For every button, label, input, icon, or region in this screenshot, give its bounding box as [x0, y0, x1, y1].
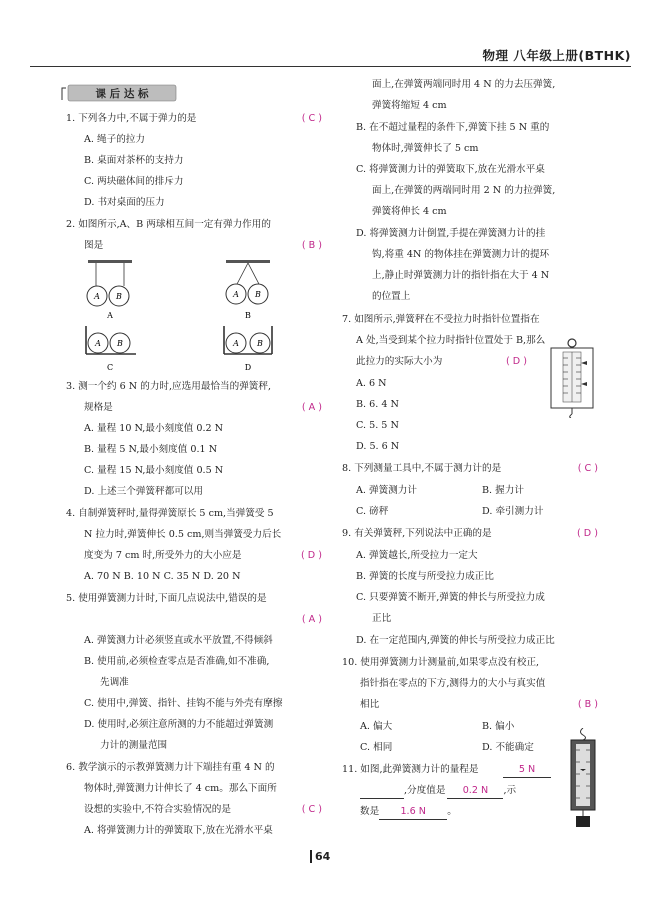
question-line [356, 634, 555, 648]
q11-sep: ,分度值是 [404, 785, 446, 796]
question-line [372, 142, 478, 156]
question-line [342, 313, 540, 327]
question-text: A 处,当受到某个拉力时指针位置处于 B,那么 [356, 335, 546, 346]
question-text: 6. 教学演示的示教弹簧测力计下端挂有重 4 N 的 [66, 762, 275, 773]
answer-choice[interactable]: ( D ) [577, 528, 598, 539]
question-line [84, 655, 269, 669]
q11-line2 [360, 784, 516, 799]
question-text: D. 书对桌面的压力 [84, 197, 165, 208]
question-text: 5. 使用弹簧测力计时,下面几点说法中,错误的是 [66, 593, 267, 604]
svg-text:B: B [257, 339, 263, 348]
answer-choice[interactable]: ( C ) [577, 463, 598, 474]
question-text: 设想的实验中,不符合实验情况的是 [84, 804, 231, 815]
question-line [372, 269, 549, 283]
question-text: B. 量程 5 N,最小刻度值 0.1 N [84, 444, 218, 455]
question-text: 指针指在零点的下方,测得力的大小与真实值 [360, 678, 546, 689]
question-line [356, 398, 399, 412]
question-line [372, 99, 447, 113]
answer-choice[interactable]: ( B ) [301, 240, 322, 251]
question-line [356, 355, 442, 369]
answer-choice[interactable]: ( A ) [301, 402, 322, 413]
fig-label-a: A [107, 311, 113, 320]
question-line [342, 656, 539, 670]
svg-text:A: A [94, 292, 100, 301]
header-rule [30, 66, 631, 67]
question-text: 此拉力的实际大小为 [356, 356, 443, 367]
question-line [356, 163, 545, 177]
question-text: 物体时,弹簧伸长了 5 cm [372, 143, 479, 154]
q7-spring-balance-figure [545, 338, 600, 418]
question-text: D. 5. 6 N [356, 441, 400, 452]
question-line [356, 121, 549, 135]
question-line [84, 824, 273, 838]
question-line [342, 462, 501, 476]
question-text: 力计的测量范围 [100, 740, 168, 751]
question-text: 图是 [84, 240, 104, 251]
question-line [84, 464, 223, 478]
svg-text:A: A [95, 339, 101, 348]
question-text: C. 使用中,弹簧、指针、挂钩不能与外壳有摩擦 [84, 698, 283, 709]
question-text: C. 两块磁体间的排斥力 [84, 176, 184, 187]
question-line [360, 741, 392, 755]
q11-tail: ,示 [503, 785, 517, 796]
question-text: D. 将弹簧测力计倒置,手提在弹簧测力计的挂 [356, 228, 546, 239]
question-line [356, 227, 545, 241]
question-line [356, 549, 478, 563]
question-text: C. 磅秤 [356, 506, 389, 517]
question-line [100, 676, 129, 690]
question-text: A. 弹簧测力计 [356, 485, 417, 496]
question-line [372, 612, 391, 626]
question-text: C. 只要弹簧不断开,弹簧的伸长与所受拉力成 [356, 592, 545, 603]
question-line [84, 803, 231, 817]
question-line [66, 112, 196, 126]
question-text: C. 相同 [360, 742, 393, 753]
question-text: 11. 如图,此弹簧测力计的量程是 [342, 764, 479, 775]
q11-range-blank[interactable]: 5 N [503, 763, 551, 778]
question-text: 弹簧将缩短 4 cm [372, 100, 447, 111]
answer-choice[interactable]: ( D ) [506, 356, 527, 367]
question-text: B. 桌面对茶杯的支持力 [84, 155, 184, 166]
question-line [84, 528, 281, 542]
question-line [84, 443, 217, 457]
question-line [482, 505, 543, 519]
question-text: A. 弹簧测力计必须竖直或水平放置,不得倾斜 [84, 635, 273, 646]
q11-reading-blank[interactable]: 1.6 N [379, 805, 447, 820]
section-banner [60, 84, 178, 102]
page-number: 64 [310, 850, 330, 863]
question-text: 4. 自制弹簧秤时,量得弹簧原长 5 cm,当弹簧受 5 [66, 508, 274, 519]
q11-spring-scale-figure [565, 728, 601, 828]
question-text: 1. 下列各力中,不属于弹力的是 [66, 113, 197, 124]
question-text: C. 5. 5 N [356, 420, 399, 431]
question-line [482, 484, 524, 498]
question-text: N 拉力时,弹簧伸长 0.5 cm,则当弹簧受力后长 [84, 529, 282, 540]
question-line [66, 592, 267, 606]
question-line [482, 741, 534, 755]
fig-label-b: B [245, 311, 251, 320]
question-line [356, 505, 388, 519]
question-text: 正比 [372, 613, 392, 624]
question-line [66, 761, 275, 775]
question-line [84, 634, 273, 648]
question-line [84, 570, 240, 584]
question-line [66, 507, 274, 521]
svg-text:B: B [255, 290, 261, 299]
question-text: C. 将弹簧测力计的弹簧取下,放在光滑水平桌 [356, 164, 545, 175]
question-line [84, 175, 183, 189]
question-text: B. 6. 4 N [356, 399, 399, 410]
q11-prefix: 数是 [360, 806, 380, 817]
question-text: B. 在不超过量程的条件下,弹簧下挂 5 N 重的 [356, 122, 550, 133]
question-text: A. 弹簧越长,所受拉力一定大 [356, 550, 478, 561]
question-line [342, 763, 478, 777]
question-text: D. 上述三个弹簧秤都可以用 [84, 486, 203, 497]
question-line [372, 78, 555, 92]
question-line [372, 290, 410, 304]
question-text: A. 量程 10 N,最小刻度值 0.2 N [84, 423, 224, 434]
question-text: D. 在一定范围内,弹簧的伸长与所受拉力成正比 [356, 635, 555, 646]
answer-choice[interactable]: ( B ) [577, 699, 598, 710]
fig-option-d [224, 326, 272, 372]
question-line [372, 248, 549, 262]
question-text: A. 70 N B. 10 N C. 35 N D. 20 N [84, 571, 241, 582]
question-text: 9. 有关弹簧秤,下列说法中正确的是 [342, 528, 492, 539]
q2-figure [84, 258, 284, 376]
question-line [84, 697, 282, 711]
question-text: B. 弹簧的长度与所受拉力成正比 [356, 571, 494, 582]
question-line [356, 484, 417, 498]
fig-option-a [87, 260, 132, 320]
question-line [84, 782, 277, 796]
question-line [84, 196, 165, 210]
svg-text:A: A [233, 339, 239, 348]
question-text: A. 偏大 [360, 721, 393, 732]
question-text: D. 不能确定 [482, 742, 534, 753]
question-text: A. 绳子的拉力 [84, 134, 145, 145]
question-line [356, 334, 545, 348]
q11-range-underline [360, 784, 404, 799]
question-line [84, 401, 113, 415]
question-line [84, 239, 103, 253]
q11-end: 。 [447, 806, 457, 817]
question-text: 钩,将重 4N 的物体挂在弹簧测力计的提环 [372, 249, 550, 260]
answer-choice[interactable]: ( C ) [301, 804, 322, 815]
question-text: 度变为 7 cm 时,所受外力的大小应是 [84, 550, 242, 561]
question-text: 7. 如图所示,弹簧秤在不受拉力时指针位置指在 [342, 314, 540, 325]
question-text: 的位置上 [372, 291, 411, 302]
question-text: 物体时,弹簧测力计伸长了 4 cm。那么下面所 [84, 783, 277, 794]
question-text: A. 6 N [356, 378, 387, 389]
question-text: D. 牵引测力计 [482, 506, 544, 517]
question-line [356, 591, 545, 605]
q11-division-blank[interactable]: 0.2 N [447, 784, 503, 799]
question-line [360, 677, 545, 691]
svg-text:B: B [116, 292, 122, 301]
question-line [360, 720, 392, 734]
question-line [100, 739, 167, 753]
question-line [372, 184, 555, 198]
answer-choice[interactable]: ( D ) [301, 550, 322, 561]
question-line [360, 698, 379, 712]
page-header-title: 物理 八年级上册(BTHK) [482, 48, 631, 63]
answer-choice[interactable]: ( A ) [301, 614, 322, 625]
svg-text:A: A [233, 290, 239, 299]
question-line [84, 549, 242, 563]
question-line [356, 570, 494, 584]
question-line [66, 380, 271, 394]
question-text: 面上,在弹簧的两端同时用 2 N 的力拉弹簧, [372, 185, 556, 196]
section-banner-text: 课 后 达 标 [95, 88, 149, 100]
question-line [482, 720, 514, 734]
question-text: 2. 如图所示,A、B 两球相互间一定有弹力作用的 [66, 219, 271, 230]
fig-option-c [86, 326, 136, 372]
question-text: B. 握力计 [482, 485, 524, 496]
question-text: B. 使用前,必须检查零点是否准确,如不准确, [84, 656, 270, 667]
question-line [84, 133, 145, 147]
question-line [356, 440, 399, 454]
question-text: 8. 下列测量工具中,不属于测力计的是 [342, 463, 502, 474]
question-text: 3. 测一个约 6 N 的力时,应选用最恰当的弹簧秤, [66, 381, 272, 392]
fig-label-d: D [244, 363, 252, 372]
question-text: 上,静止时弹簧测力计的指针指在大于 4 N [372, 270, 550, 281]
question-text: B. 偏小 [482, 721, 515, 732]
question-text: A. 将弹簧测力计的弹簧取下,放在光滑水平桌 [84, 825, 273, 836]
svg-text:B: B [117, 339, 123, 348]
question-text: C. 量程 15 N,最小刻度值 0.5 N [84, 465, 224, 476]
question-line [84, 718, 273, 732]
fig-label-c: C [106, 363, 114, 372]
question-line [372, 205, 447, 219]
question-text: 面上,在弹簧两端同时用 4 N 的力去压弹簧, [372, 79, 556, 90]
question-line [84, 485, 203, 499]
question-line [66, 218, 271, 232]
question-text: D. 使用时,必须注意所测的力不能超过弹簧测 [84, 719, 274, 730]
q11-line3 [360, 805, 457, 820]
question-text: 10. 使用弹簧测力计测量前,如果零点没有校正, [342, 657, 540, 668]
question-line [84, 422, 223, 436]
question-text: 弹簧将伸长 4 cm [372, 206, 447, 217]
question-line [84, 154, 184, 168]
question-text: 先调准 [100, 677, 129, 688]
question-text: 相比 [360, 699, 380, 710]
question-text: 规格是 [84, 402, 113, 413]
question-line [342, 527, 492, 541]
answer-choice[interactable]: ( C ) [301, 113, 322, 124]
fig-option-b [226, 260, 270, 320]
question-line [356, 377, 387, 391]
question-line [356, 419, 399, 433]
